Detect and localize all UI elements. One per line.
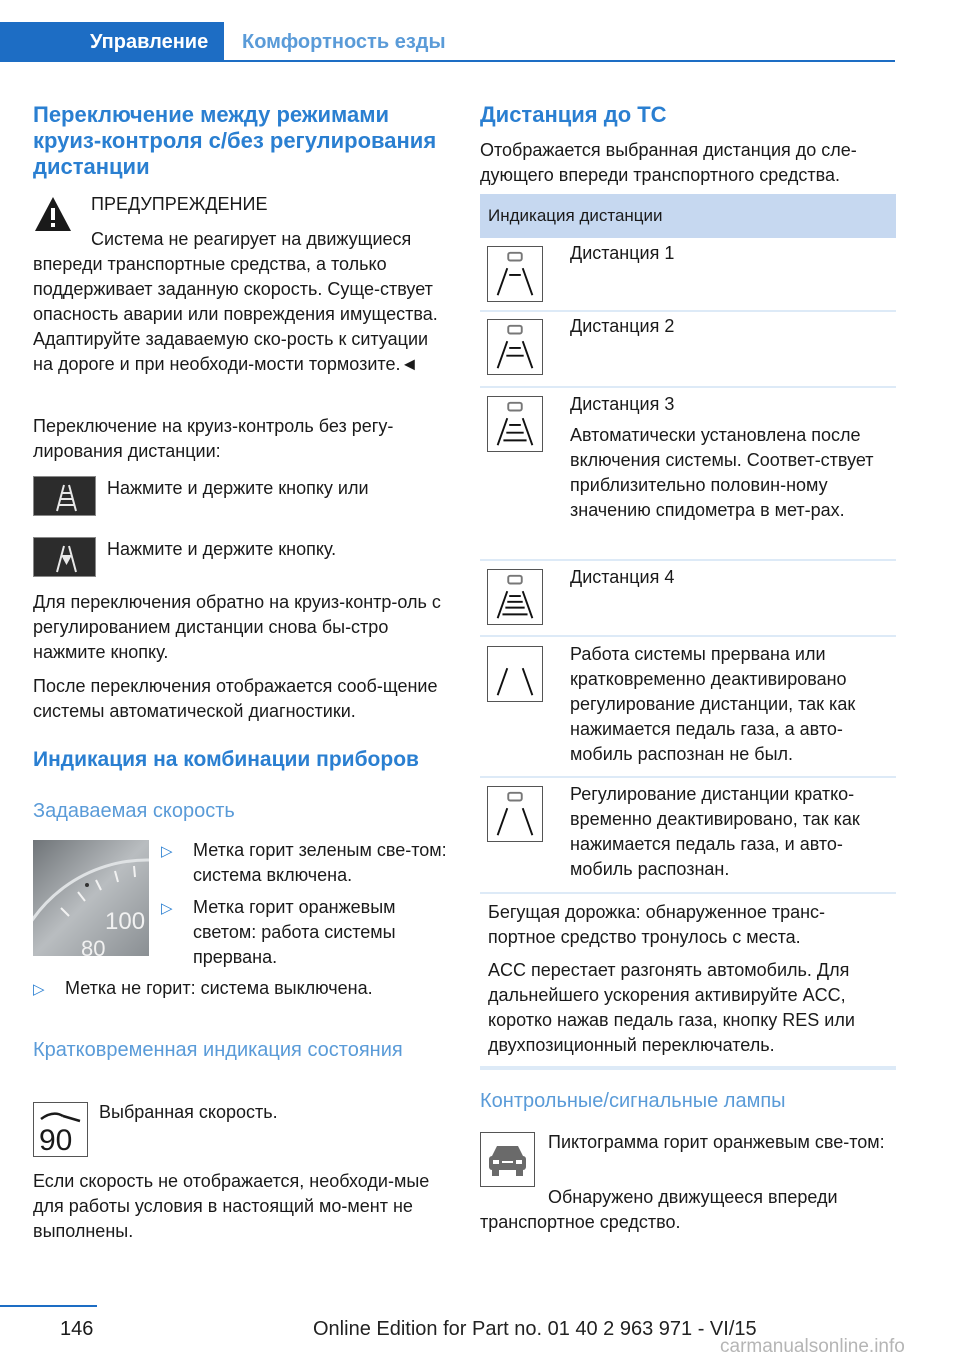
press-button-text-1: Нажмите и держите кнопку или [107,478,369,498]
speed-item-green: Метка горит зеленым све-том: система включена. [193,840,447,885]
distance-down-button-icon [34,538,95,576]
distance-3-icon [487,396,543,452]
footer-divider [0,1305,97,1307]
distance-1-icon [487,246,543,302]
acc-deactivated-car-icon [487,786,543,842]
distance-button-icon [34,477,95,515]
distance-4-icon [487,569,543,625]
table-row [480,561,896,637]
distance-row-text: Регулирование дистанции кратко-временно деактивировано, так как нажимается педаль газа, и авто-мобиль распознан. [570,784,860,879]
page-number: 146 [60,1318,94,1340]
speed-item-orange: Метка горит оранжевым светом: работа системы прервана. [193,897,396,967]
table-row [480,637,896,778]
acc-note-text: ACC перестает разгонять автомобиль. Для дальнейшего ускорения активируйте ACC, коротко нажав педаль газа, кнопку RES или двухпозиционный переключатель. [488,960,855,1055]
vehicle-detected-icon [480,1132,535,1187]
distance-down-button-image [33,537,96,577]
site-watermark: carmanualsonline.info [720,1336,905,1357]
press-button-text-2: Нажмите и держите кнопку. [107,539,337,559]
distance-row-text: Дистанция 3 [570,394,675,414]
list-bullet-icon: ▷ [33,981,45,998]
distance-intro-text: Отображается выбранная дистанция до сле-дующего впереди транспортного средства. [480,140,857,185]
switch-intro-text: Переключение на круиз-контроль без регу-лирования дистанции: [33,416,394,461]
set-speed-value: 90 [39,1124,73,1157]
warning-icon [33,195,73,233]
warning-text: впереди транспортные средства, а только поддерживает заданную скорость. Суще-ствует опасность аварии или повреждения имущества. Адаптируйте задаваемую ско-рость к ситуации на дороге и при необходи-мости тормозите.◄ [33,254,438,374]
list-bullet-icon: ▷ [161,843,173,860]
table-footer [480,894,896,1070]
list-bullet-icon: ▷ [161,900,173,917]
selected-speed-text: Выбранная скорость. [99,1102,278,1122]
table-row [480,238,896,312]
lamp-text-1: Пиктограмма горит оранжевым све-том: [548,1132,885,1152]
distance-row-text: Дистанция 1 [570,243,675,263]
after-switch-text: После переключения отображается сооб-щение системы автоматической диагностики. [33,676,438,721]
speed-not-shown-text: Если скорость не отображается, необходи-мые для работы условия в настоящий мо-мент не выполнены. [33,1171,430,1241]
distance-button-image [33,476,96,516]
gauge-label-80: 80 [81,936,106,961]
lamp-text-3: транспортное средство. [480,1212,681,1232]
distance-row-note: Автоматически установлена после включения системы. Соответ-ствует приблизительно половин-ному значению спидометра в мет-рах. [570,425,874,520]
subheading-set-speed: Задаваемая скорость [33,800,235,822]
page-header [0,0,960,62]
switch-back-text: Для переключения обратно на круиз-контр-оль с регулированием дистанции снова бы-стро нажмите кнопку. [33,592,441,662]
section-heading-switch: Переключение между режимами круиз-контроля с/без регулирования дистанции [33,102,437,179]
subheading-warning-lamps: Контрольные/сигнальные лампы [480,1090,786,1112]
distance-row-text: Дистанция 4 [570,567,675,587]
tab-upravlenie[interactable]: Управление [0,22,224,62]
gauge-label-100: 100 [105,908,146,935]
header-divider [0,60,895,62]
running-track-text: Бегущая дорожка: обнаруженное транс-портное средство тронулось с места. [488,902,826,947]
section-heading-distance: Дистанция до ТС [480,102,667,127]
warning-text-first-line: Система не реагирует на движущиеся [91,229,412,249]
distance-row-text: Работа системы прервана или кратковременно деактивировано регулирование дистанции, так как нажимается педаль газа, а авто-мобиль распознан не был. [570,644,856,764]
edition-info: Online Edition for Part no. 01 40 2 963 971 - VI/15 [313,1318,757,1340]
distance-2-icon [487,319,543,375]
acc-interrupted-icon [487,646,543,702]
warning-title: ПРЕДУПРЕЖДЕНИЕ [91,194,268,214]
lamp-text-2: Обнаружено движущееся впереди [548,1187,838,1207]
distance-table [480,194,896,1070]
subheading-short-status: Кратковременная индикация состояния [33,1039,403,1061]
table-header: Индикация дистанции [480,194,896,238]
table-row [480,312,896,388]
speed-item-off: Метка не горит: система выключена. [65,978,373,998]
table-row [480,388,896,561]
section-heading-indication: Индикация на комбинации приборов [33,748,419,771]
tab-komfortnost[interactable]: Комфортность езды [242,31,446,53]
table-row [480,778,896,894]
distance-row-text: Дистанция 2 [570,316,675,336]
